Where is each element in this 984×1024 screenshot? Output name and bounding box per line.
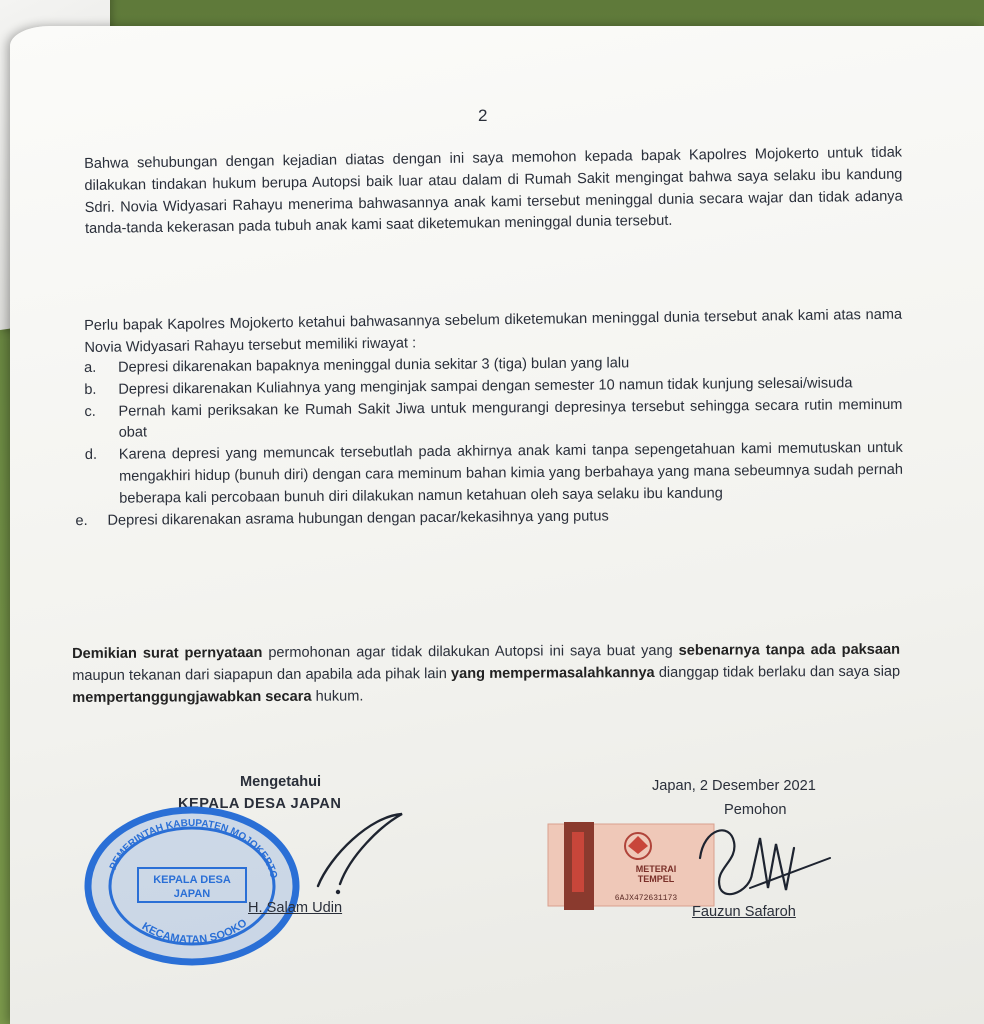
closing-text-1: permohonan agar tidak dilakukan Autopsi ini saya buat yang bbox=[262, 642, 679, 662]
list-item bbox=[84, 394, 902, 445]
village-stamp bbox=[80, 800, 300, 968]
meterai-text-1: METERAI bbox=[635, 864, 677, 874]
history-list bbox=[75, 351, 904, 533]
closing-bold-1: Demikian surat pernyataan bbox=[72, 645, 263, 662]
list-text: Depresi dikarenakan Kuliahnya yang menginjak sampai dengan semester 10 namun tidak kunjung selesai/wisuda bbox=[118, 375, 853, 398]
applicant-label: Pemohon bbox=[724, 802, 787, 818]
village-head-label: KEPALA DESA JAPAN bbox=[178, 796, 342, 812]
closing-bold-4: mempertanggungjawabkan secara bbox=[72, 688, 312, 706]
list-text: Depresi dikarenakan asrama hubungan dengan pacar/kekasihnya yang putus bbox=[107, 508, 609, 529]
closing-text-2: maupun tekanan dari siapapun dan apabila ada pihak lain bbox=[72, 665, 452, 684]
stamp-top-text: PEMERINTAH KABUPATEN MOJOKERTO bbox=[107, 817, 280, 880]
list-marker: b. bbox=[84, 381, 97, 398]
village-head-signature bbox=[310, 806, 410, 896]
paragraph-request: Bahwa sehubungan dengan kejadian diatas dengan ini saya memohon kepada bapak Kapolres Mojokerto untuk tidak dilakukan tindakan hukum berupa Autopsi baik luar atau dalam di Rumah Sakit mengingat bahwa saya selaku ibu kandung Sdri. Novia Widyasari Rahayu menerima bahwasannya anak kami tersebut meninggal dunia secara wajar dan tidak adanya tanda-tanda kekerasan pada tubuh anak kami saat diketemukan meninggal dunia tersebut. bbox=[84, 144, 903, 238]
list-marker: d. bbox=[84, 447, 98, 464]
acknowledged-label: Mengetahui bbox=[240, 774, 322, 790]
stamp-center-text-2: JAPAN bbox=[173, 888, 211, 900]
closing-text-3: dianggap tidak berlaku dan saya siap bbox=[654, 663, 901, 681]
meterai-text-2: TEMPEL bbox=[637, 874, 675, 884]
applicant-name: Fauzun Safaroh bbox=[692, 904, 796, 920]
place-date: Japan, 2 Desember 2021 bbox=[652, 778, 816, 794]
list-marker: a. bbox=[84, 359, 97, 376]
stamp-center-text-1: KEPALA DESA bbox=[153, 874, 231, 886]
list-item bbox=[85, 438, 904, 511]
list-text: Depresi dikarenakan bapaknya meninggal dunia sekitar 3 (tiga) bulan yang lalu bbox=[118, 355, 630, 376]
meterai-code: 6AJX472631173 bbox=[614, 894, 678, 903]
village-head-name: H. Salam Udin bbox=[248, 900, 343, 916]
list-marker: e. bbox=[75, 512, 88, 529]
list-marker: c. bbox=[84, 403, 96, 420]
document-content bbox=[10, 26, 984, 1024]
paragraph-history-intro: Perlu bapak Kapolres Mojokerto ketahui bahwasannya sebelum diketemukan meninggal dunia tersebut anak kami atas nama Novia Widyasari Rahayu tersebut memiliki riwayat : bbox=[84, 306, 903, 356]
closing-bold-2: sebenarnya tanpa ada paksaan bbox=[678, 641, 901, 659]
closing-text-4: hukum. bbox=[311, 688, 364, 705]
applicant-signature bbox=[690, 818, 840, 902]
list-text: Pernah kami periksakan ke Rumah Sakit Jiwa untuk mengurangi depresinya tersebut sehingga secara rutin meminum obat bbox=[118, 396, 903, 442]
document-page bbox=[10, 26, 984, 1024]
page-number: 2 bbox=[478, 106, 488, 125]
stamp-bottom-text: KECAMATAN SOOKO bbox=[139, 917, 250, 947]
list-text: Karena depresi yang memuncak tersebutlah pada akhirnya anak kami tanpa sepengetahuan kami memutuskan untuk mengakhiri hidup (bunuh diri) dengan cara meminum bahan kimia yang berbahaya yang mana sebeumnya sudah pernah beberapa kali percobaan bunuh diri dilakukan namun ketahuan oleh saya selaku ibu kandung bbox=[118, 440, 904, 507]
closing-paragraph bbox=[72, 640, 900, 710]
closing-bold-3: yang mempermasalahkannya bbox=[450, 664, 655, 682]
